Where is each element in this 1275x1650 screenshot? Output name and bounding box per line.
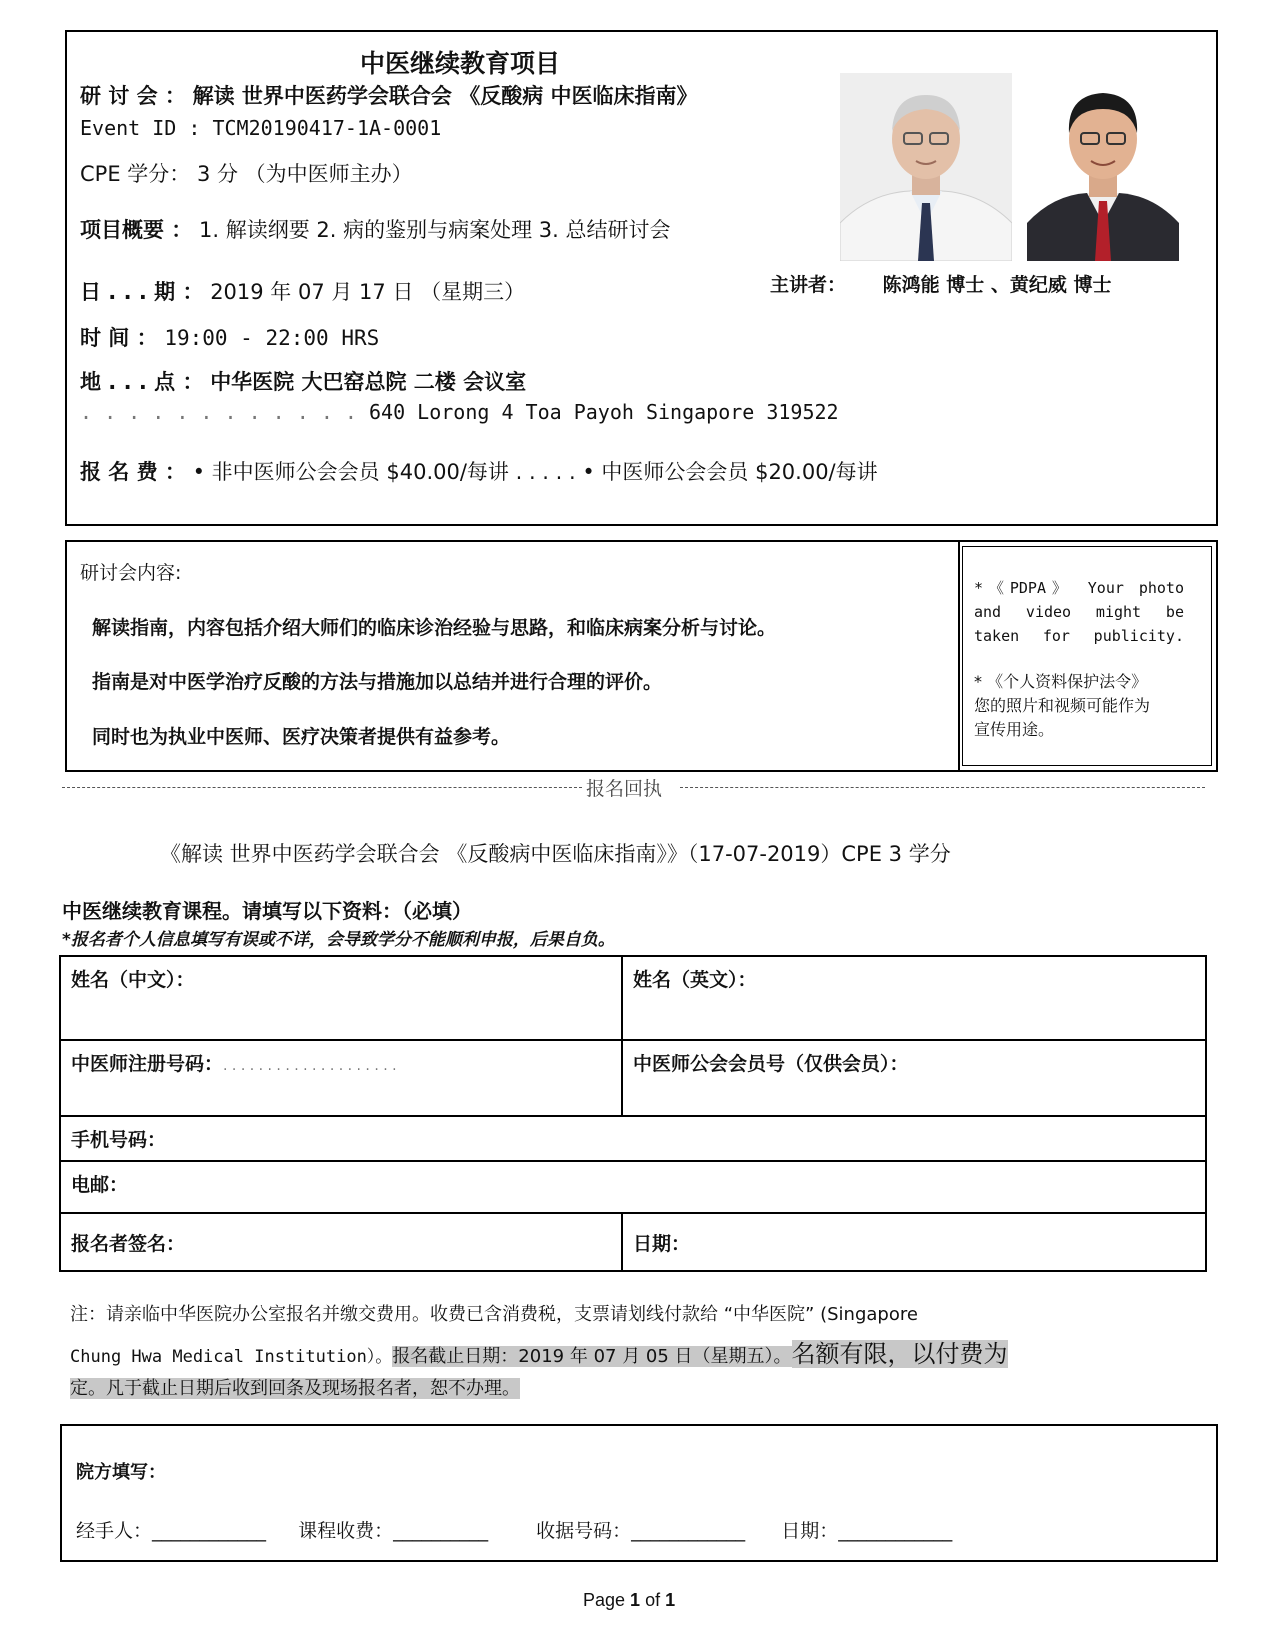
event-id-label: Event ID : <box>80 116 201 140</box>
overview-label: 项目概要 ： <box>80 218 193 242</box>
note-line-1: 注：请亲临中华医院办公室报名并缴交费用。收费已含消费税，支票请划线付款给 “中华医院” (Singapore <box>70 1304 918 1325</box>
overview-value: 1. 解读纲要 2. 病的鉴别与病案处理 3. 总结研讨会 <box>199 218 671 242</box>
page-current: 1 <box>630 1590 641 1610</box>
page-prefix: Page <box>583 1590 631 1610</box>
cpe-value: 3 分 （为中医师主办） <box>196 162 413 186</box>
office-fields <box>76 1516 952 1543</box>
content-heading: 研讨会内容: <box>80 562 182 584</box>
reg-no-label: 中医师注册号码： <box>71 1053 224 1075</box>
form-heading: 中医继续教育课程。请填写以下资料：（必填） <box>62 899 472 923</box>
office-handler: 经手人：____________ <box>76 1520 267 1542</box>
note-limited: 名额有限，以付费为 <box>791 1340 1008 1368</box>
note-line-3-text: 定。凡于截止日期后收到回条及现场报名者，恕不办理。 <box>70 1378 520 1399</box>
fee-row <box>80 456 878 486</box>
email-field[interactable] <box>60 1161 1206 1213</box>
event-id-value: TCM20190417-1A-0001 <box>212 116 442 140</box>
page-of: of <box>640 1590 666 1610</box>
pdpa-cn-line-3: 宣传用途。 <box>974 720 1055 739</box>
time-row <box>80 322 379 352</box>
content-line-2: 指南是对中医学治疗反酸的方法与措施加以总结并进行合理的评价。 <box>92 671 663 693</box>
pdpa-en-line-1: *《PDPA》 Your photo <box>974 579 1184 597</box>
pdpa-en-line-2: and video might be <box>974 603 1184 621</box>
form-date-label: 日期： <box>633 1232 691 1255</box>
reg-no-field[interactable] <box>60 1040 622 1116</box>
mobile-field[interactable] <box>60 1116 1206 1161</box>
name-cn-field[interactable] <box>60 956 622 1040</box>
time-label: 时 间 ： <box>80 326 158 350</box>
office-heading: 院方填写： <box>76 1462 166 1483</box>
name-en-field[interactable] <box>622 956 1206 1040</box>
speaker-photo-2 <box>1027 73 1179 261</box>
content-line-3: 同时也为执业中医师、医疗决策者提供有益参考。 <box>92 726 511 748</box>
speakers-row <box>770 270 1112 297</box>
pdpa-chinese <box>974 670 1204 742</box>
divider-right <box>680 787 1205 788</box>
note-line-2 <box>70 1334 1008 1369</box>
divider-label: 报名回执 <box>586 778 663 800</box>
venue-value: 中华医院 大巴窑总院 二楼 会议室 <box>210 370 527 394</box>
venue-address-dots: . . . . . . . . . . . . <box>80 400 357 424</box>
date-value: 2019 年 07 月 17 日 （星期三） <box>210 280 526 304</box>
name-cn-label: 姓名（中文）： <box>71 969 195 991</box>
email-label: 电邮： <box>71 1174 129 1196</box>
signature-label: 报名者签名： <box>71 1232 186 1255</box>
page-total: 1 <box>665 1590 676 1610</box>
note-line-3 <box>70 1374 520 1400</box>
venue-address: 640 Lorong 4 Toa Payoh Singapore 319522 <box>369 400 839 424</box>
fee-value: • 非中医师公会会员 $40.00/每讲 . . . . . • 中医师公会会员 $20.00/每讲 <box>192 460 878 484</box>
office-receipt-no: 收据号码：____________ <box>536 1520 746 1542</box>
signature-field[interactable] <box>60 1213 622 1271</box>
fee-label: 报 名 费 ： <box>80 460 186 484</box>
divider-left <box>62 787 582 788</box>
member-no-label: 中医师公会会员号（仅供会员）： <box>633 1053 909 1075</box>
office-date: 日期：____________ <box>781 1520 953 1542</box>
overview-row <box>80 214 670 244</box>
seminar-value: 解读 世界中医药学会联合会 《反酸病 中医临床指南》 <box>192 84 698 108</box>
note-deadline: 报名截止日期：2019 年 07 月 05 日（星期五）。 <box>392 1346 792 1367</box>
date-row <box>80 276 525 306</box>
reply-course-title: 《解读 世界中医药学会联合会 《反酸病中医临床指南》》（17-07-2019）CPE 3 学分 <box>160 842 951 866</box>
speakers-value: 陈鸿能 博士 、黄纪威 博士 <box>882 274 1112 296</box>
name-en-label: 姓名（英文）： <box>633 969 757 991</box>
venue-row <box>80 366 526 396</box>
content-line-1: 解读指南，内容包括介绍大师们的临床诊治经验与思路，和临床病案分析与讨论。 <box>92 617 777 639</box>
event-id-row <box>80 116 441 140</box>
cpe-row <box>80 158 413 188</box>
office-course-fee: 课程收费：__________ <box>298 1520 489 1542</box>
speakers-label: 主讲者： <box>770 274 847 296</box>
pdpa-cn-line-2: 您的照片和视频可能作为 <box>974 696 1151 715</box>
registration-form <box>59 955 1207 1272</box>
document-title: 中医继续教育项目 <box>360 49 561 78</box>
speaker-photo-1 <box>840 73 1012 261</box>
reg-no-dots: . . . . . . . . . . . . . . . . . . . . <box>223 1058 397 1074</box>
member-no-field[interactable] <box>622 1040 1206 1116</box>
venue-address-row <box>80 400 839 424</box>
seminar-label: 研 讨 会 ： <box>80 84 186 108</box>
pdpa-en-line-3: taken for publicity. <box>974 627 1184 645</box>
form-warning: *报名者个人信息填写有误或不详，会导致学分不能顺利申报，后果自负。 <box>62 930 615 950</box>
note-line-2a: Chung Hwa Medical Institution）。 <box>70 1347 393 1367</box>
pdpa-cn-line-1: * 《个人资料保护法令》 <box>974 672 1148 691</box>
date-label: 日 . . . 期 ： <box>80 280 204 304</box>
form-date-field[interactable] <box>622 1213 1206 1271</box>
seminar-row <box>80 80 698 110</box>
venue-label: 地 . . . 点 ： <box>80 370 204 394</box>
page-number <box>583 1590 675 1611</box>
mobile-label: 手机号码： <box>71 1129 167 1151</box>
cpe-label: CPE 学分： <box>80 162 191 186</box>
time-value: 19:00 - 22:00 HRS <box>164 326 380 350</box>
pdpa-english <box>974 576 1184 648</box>
